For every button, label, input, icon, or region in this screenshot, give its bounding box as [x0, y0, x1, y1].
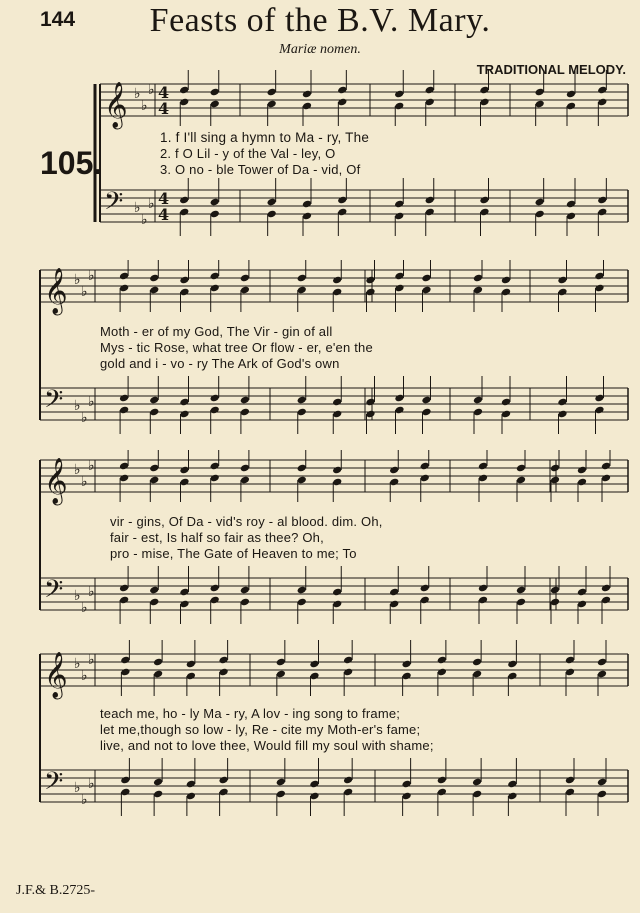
flat-icon: ♭	[81, 284, 88, 300]
flat-icon: ♭	[88, 268, 95, 284]
flat-icon: ♭	[141, 212, 148, 228]
flat-icon: ♭	[88, 776, 95, 792]
flat-icon: ♭	[81, 792, 88, 808]
treble-clef-icon: 𝄞	[44, 268, 68, 314]
flat-icon: ♭	[88, 394, 95, 410]
treble-clef-icon: 𝄞	[44, 652, 68, 698]
lyric-line: teach me, ho - ly Ma - ry, A lov - ing song to frame;	[100, 706, 401, 721]
flat-icon: ♭	[74, 398, 81, 414]
flat-icon: ♭	[141, 98, 148, 114]
lyric-line: live, and not to love thee, Would fill my soul with shame;	[100, 738, 434, 753]
bass-clef-icon: 𝄢	[104, 187, 124, 222]
bass-clef-icon: 𝄢	[44, 385, 64, 420]
time-signature: 4	[158, 205, 170, 224]
flat-icon: ♭	[81, 668, 88, 684]
lyric-line: vir - gins, Of Da - vid's roy - al blood. dim. Oh,	[110, 514, 383, 529]
treble-clef-icon: 𝄞	[44, 458, 68, 504]
melody-source: TRADITIONAL MELODY.	[476, 62, 626, 77]
hymn-section-title: Feasts of the B.V. Mary.	[149, 2, 491, 39]
flat-icon: ♭	[74, 588, 81, 604]
flat-icon: ♭	[74, 462, 81, 478]
flat-icon: ♭	[148, 196, 155, 212]
flat-icon: ♭	[81, 410, 88, 426]
music-system-2	[0, 260, 640, 450]
bass-clef-icon: 𝄢	[44, 767, 64, 802]
flat-icon: ♭	[134, 200, 141, 216]
lyric-line: pro - mise, The Gate of Heaven to me; To	[110, 546, 357, 561]
music-system-1	[0, 70, 640, 250]
time-signature: 4	[158, 189, 170, 208]
flat-icon: ♭	[88, 458, 95, 474]
lyric-line: let me,though so low - ly, Re - cite my Moth-er's fame;	[100, 722, 421, 737]
flat-icon: ♭	[74, 656, 81, 672]
tune-name: Mariæ nomen.	[279, 42, 361, 57]
flat-icon: ♭	[81, 600, 88, 616]
music-system-4	[0, 640, 640, 830]
flat-icon: ♭	[74, 780, 81, 796]
lyric-line: Moth - er of my God, The Vir - gin of all	[100, 324, 333, 339]
lyric-line: 1. f I'll sing a hymn to Ma - ry, The	[160, 130, 370, 145]
time-signature: 4	[158, 83, 170, 102]
lyric-line: Mys - tic Rose, what tree Or flow - er, e'en the	[100, 340, 373, 355]
flat-icon: ♭	[81, 474, 88, 490]
flat-icon: ♭	[88, 584, 95, 600]
time-signature: 4	[158, 99, 170, 118]
page-number: 144	[40, 8, 76, 31]
hymn-number: 105.	[40, 145, 103, 181]
staff-notation-2	[0, 260, 640, 450]
music-system-3	[0, 450, 640, 640]
lyric-line: gold and i - vo - ry The Ark of God's own	[100, 356, 340, 371]
flat-icon: ♭	[74, 272, 81, 288]
flat-icon: ♭	[88, 652, 95, 668]
bass-clef-icon: 𝄢	[44, 575, 64, 610]
flat-icon: ♭	[148, 82, 155, 98]
treble-clef-icon: 𝄞	[104, 82, 128, 128]
lyric-line: fair - est, Is half so fair as thee? Oh,	[110, 530, 324, 545]
flat-icon: ♭	[134, 86, 141, 102]
lyric-line: 3. O no - ble Tower of Da - vid, Of	[160, 162, 361, 177]
lyric-line: 2. f O Lil - y of the Val - ley, O	[160, 146, 336, 161]
staff-notation-3	[0, 450, 640, 640]
publisher-code: J.F.& B.2725-	[16, 883, 96, 898]
